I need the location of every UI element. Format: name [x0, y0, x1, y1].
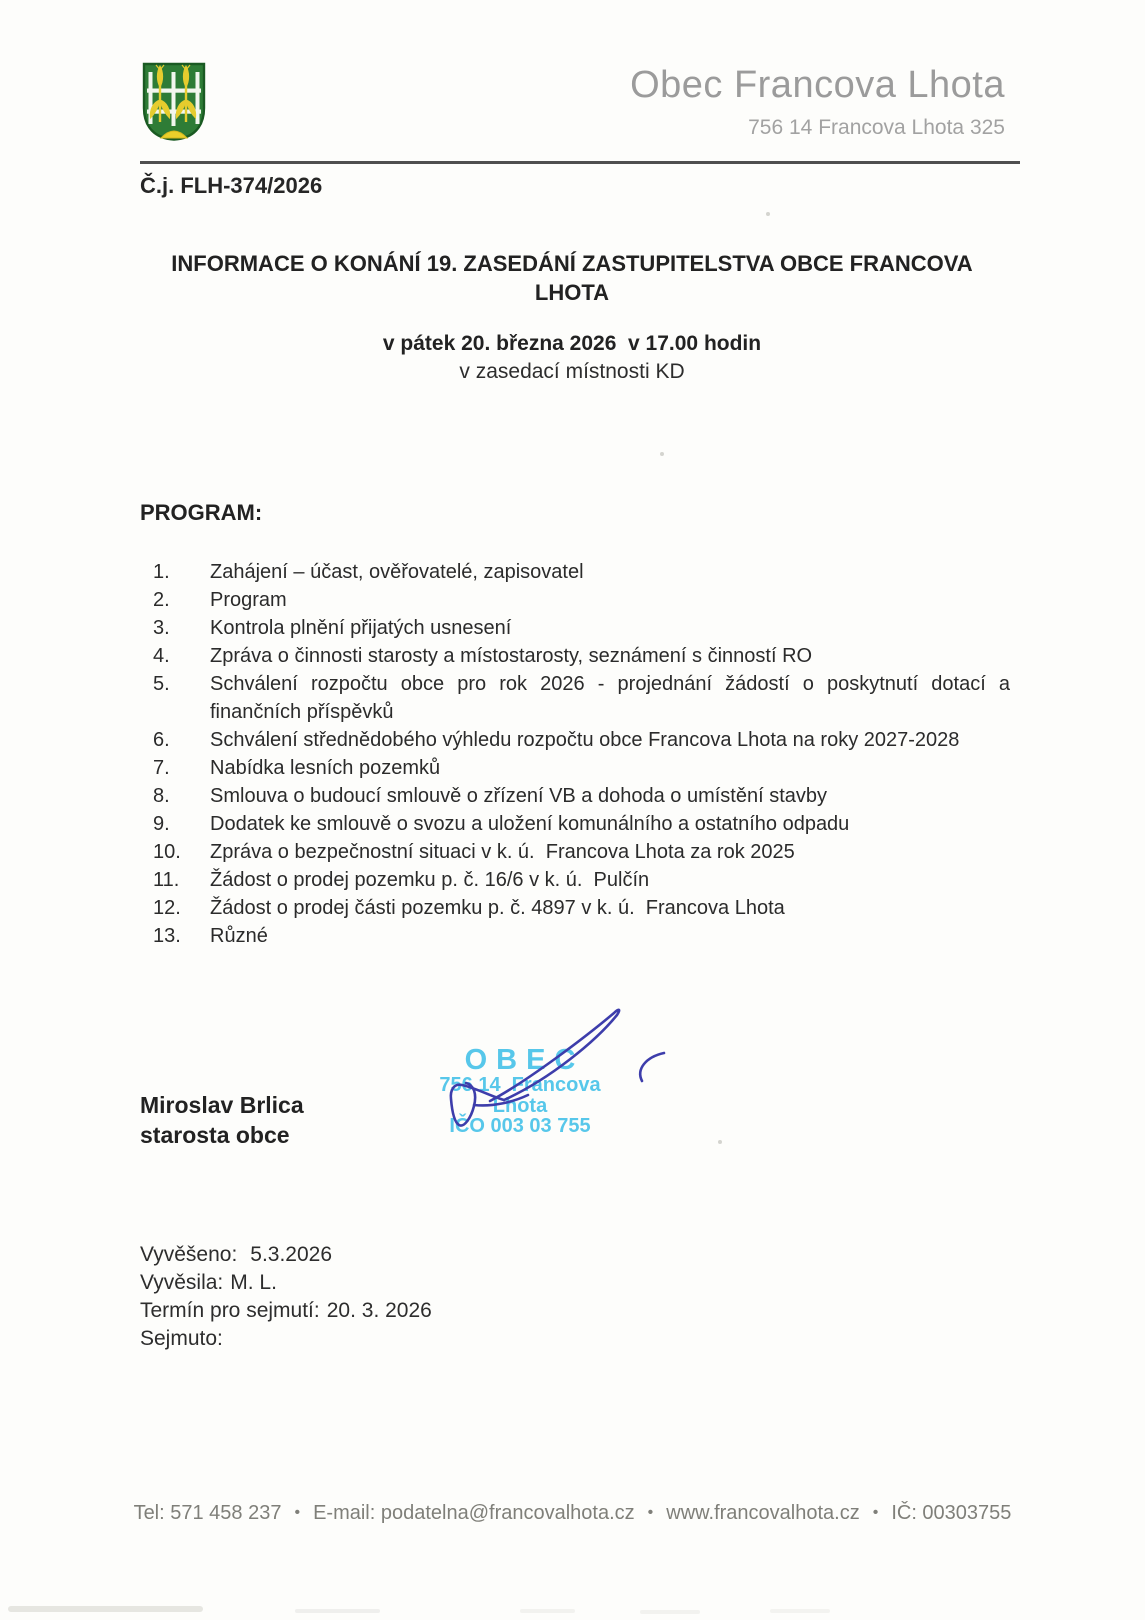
reference-number: Č.j. FLH-374/2026 [140, 173, 323, 198]
signatory-name: Miroslav Brlica [140, 1092, 304, 1118]
posted-label: Vyvěšeno: [140, 1243, 238, 1266]
item-number: 5. [153, 673, 170, 695]
posted-by-row [140, 1269, 432, 1297]
program-list [153, 558, 1010, 950]
item-text: Schválení střednědobého výhledu rozpočtu obce Francova Lhota na roky 2027-2028 [210, 729, 960, 751]
item-text: Žádost o prodej pozemku p. č. 16/6 v k. ú. Pulčín [210, 869, 650, 891]
scan-artifact [520, 1609, 575, 1613]
signatory-role: starosta obce [140, 1122, 290, 1148]
posted-value: 5.3.2026 [250, 1243, 333, 1266]
scan-artifact [295, 1609, 380, 1613]
item-text: Dodatek ke smlouvě o svozu a uložení komunálního a ostatního odpadu [210, 813, 850, 835]
bullet-separator-icon: • [647, 1504, 654, 1521]
item-number: 13. [153, 925, 181, 947]
deadline-value: 20. 3. 2026 [326, 1299, 432, 1322]
stamp-address: 756 14 Francova Lhota [439, 1074, 607, 1117]
program-item [153, 726, 1010, 754]
notice-title [142, 249, 1002, 307]
municipal-coat-of-arms-icon [141, 62, 207, 142]
item-text: Program [210, 589, 287, 611]
item-text: Schválení rozpočtu obce pro rok 2026 - projednání žádostí o poskytnutí dotací a finančních příspěvků [210, 673, 1010, 723]
scan-artifact [766, 212, 770, 216]
item-text: Zpráva o bezpečnostní situaci v k. ú. Francova Lhota za rok 2025 [210, 841, 795, 863]
program-item [153, 642, 1010, 670]
program-item [153, 782, 1010, 810]
footer-email: E-mail: podatelna@francovalhota.cz [313, 1502, 635, 1524]
scan-artifact [8, 1606, 203, 1612]
footer-ic: IČ: 00303755 [891, 1502, 1012, 1524]
item-text: Nabídka lesních pozemků [210, 757, 441, 779]
scan-artifact [718, 1140, 722, 1144]
item-text: Kontrola plnění přijatých usnesení [210, 617, 512, 639]
program-item [153, 614, 1010, 642]
scan-artifact [640, 1610, 700, 1614]
item-text: Různé [210, 925, 268, 947]
org-name: Obec Francova Lhota [630, 64, 1005, 106]
removed-row [140, 1325, 432, 1353]
item-number: 12. [153, 897, 181, 919]
bullet-separator-icon: • [294, 1504, 301, 1521]
notice-title-line2: LHOTA [534, 280, 610, 305]
meeting-location: v zasedací místnosti KD [459, 360, 685, 383]
header-divider [140, 161, 1020, 164]
footer-tel: Tel: 571 458 237 [133, 1502, 282, 1524]
item-text: Zpráva o činnosti starosty a místostarosty, seznámení s činností RO [210, 645, 813, 667]
stamp-org: OBEC [464, 1044, 585, 1076]
item-number: 8. [153, 785, 170, 807]
removed-label: Sejmuto: [140, 1327, 223, 1350]
org-address: 756 14 Francova Lhota 325 [748, 116, 1005, 139]
item-text: Žádost o prodej části pozemku p. č. 4897 v k. ú. Francova Lhota [210, 897, 785, 919]
program-item [153, 670, 1010, 726]
program-item [153, 810, 1010, 838]
item-number: 2. [153, 589, 170, 611]
program-item [153, 894, 1010, 922]
program-item [153, 922, 1010, 950]
program-item [153, 838, 1010, 866]
posted-by-value: M. L. [230, 1271, 277, 1294]
item-number: 6. [153, 729, 170, 751]
program-item [153, 558, 1010, 586]
posted-by-label: Vyvěsila: [140, 1271, 224, 1294]
posted-row [140, 1241, 432, 1269]
program-item [153, 754, 1010, 782]
item-number: 10. [153, 841, 181, 863]
deadline-label: Termín pro sejmutí: [140, 1299, 320, 1322]
item-text: Zahájení – účast, ověřovatelé, zapisovatel [210, 561, 584, 583]
scan-artifact [660, 452, 664, 456]
notice-title-line1: INFORMACE O KONÁNÍ 19. ZASEDÁNÍ ZASTUPITELSTVA OBCE FRANCOVA [171, 251, 973, 276]
footer-web: www.francovalhota.cz [666, 1502, 860, 1524]
stamp-ico: IČO 003 03 755 [449, 1115, 591, 1137]
scan-artifact [770, 1609, 830, 1613]
item-number: 11. [153, 869, 180, 891]
program-item [153, 866, 1010, 894]
meeting-datetime: v pátek 20. března 2026 v 17.00 hodin [382, 332, 762, 355]
item-number: 7. [153, 757, 170, 779]
footer-contact-line [0, 1502, 1145, 1525]
program-item [153, 586, 1010, 614]
deadline-row [140, 1297, 432, 1325]
item-number: 3. [153, 617, 170, 639]
item-text: Smlouva o budoucí smlouvě o zřízení VB a dohoda o umístění stavby [210, 785, 828, 807]
signatory-block [140, 1090, 304, 1150]
bullet-separator-icon: • [872, 1504, 879, 1521]
item-number: 1. [153, 561, 170, 583]
program-heading: PROGRAM: [140, 500, 263, 525]
posting-info [140, 1241, 432, 1353]
item-number: 4. [153, 645, 170, 667]
signature-ink [438, 993, 688, 1138]
item-number: 9. [153, 813, 170, 835]
